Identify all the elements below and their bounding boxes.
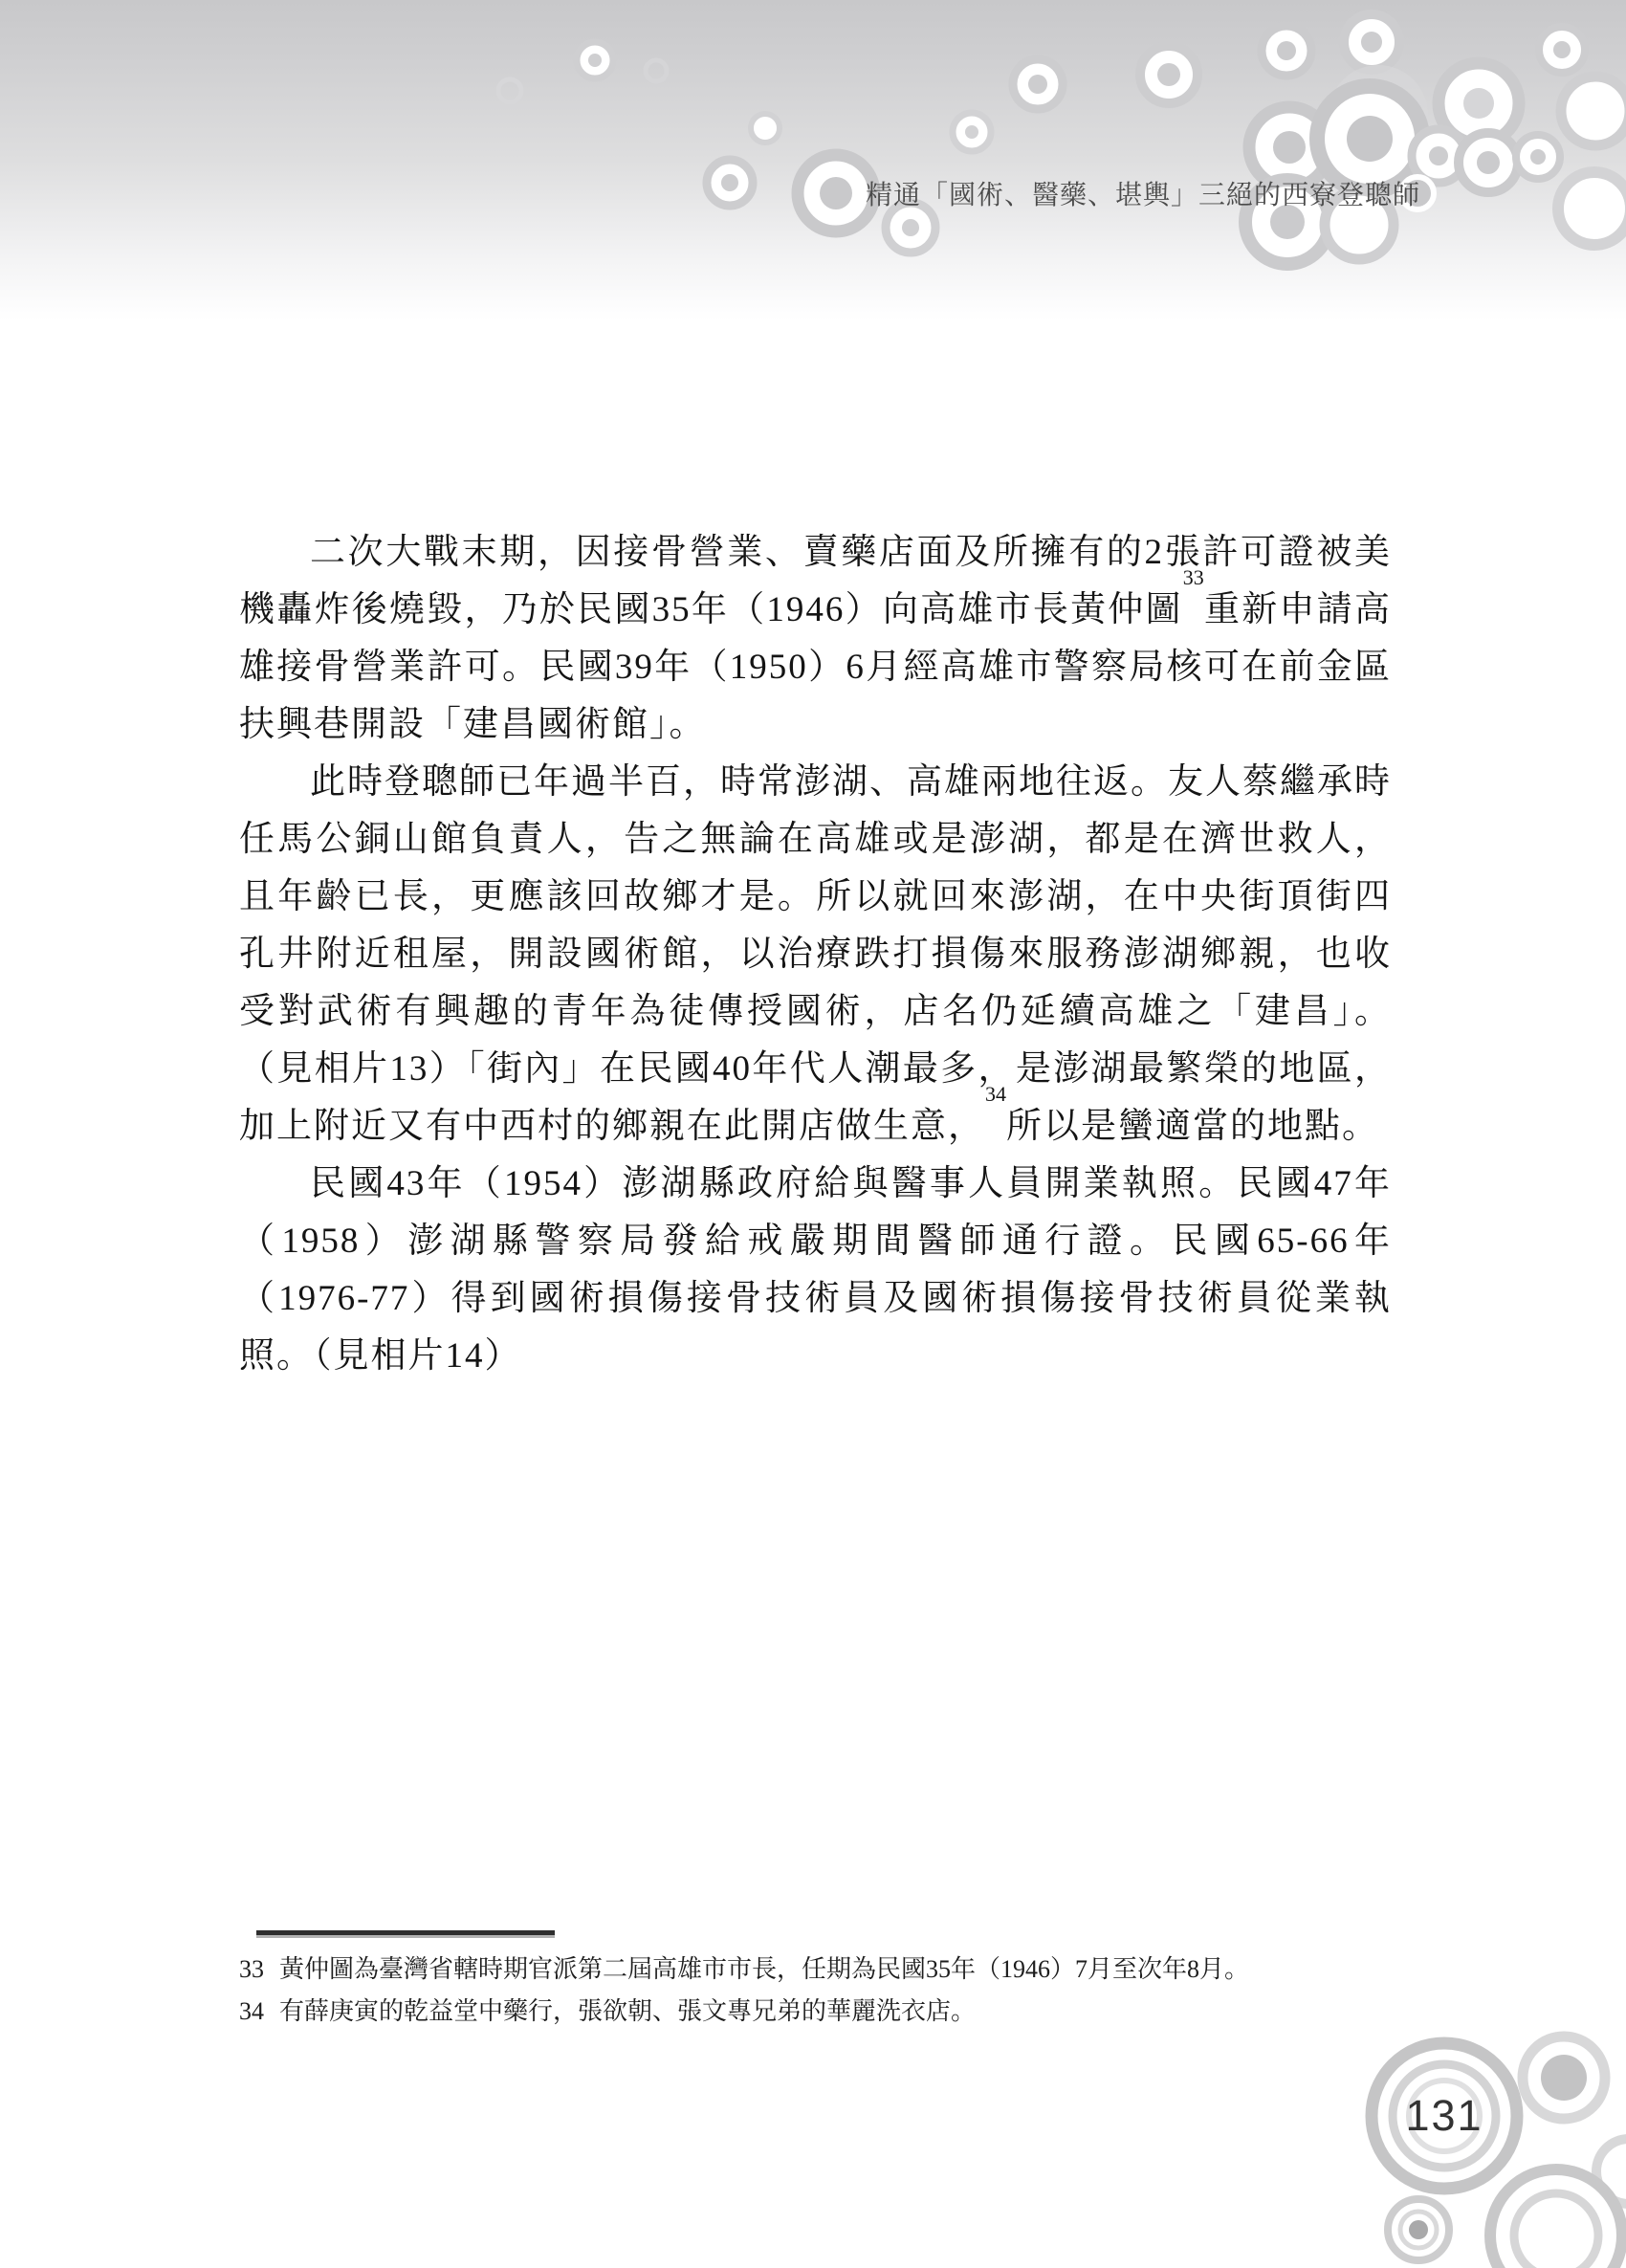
footnote-number: 33 <box>239 1955 264 1983</box>
footnotes-section <box>239 1930 1392 2033</box>
page-header-title: 精通「國術、醫藥、堪輿」三絕的西寮登聰師 <box>865 180 1420 209</box>
decorative-circles-top <box>0 0 1626 325</box>
footnote-item <box>239 1949 1392 1991</box>
paragraph: 民國43年（1954）澎湖縣政府給與醫事人員開業執照。民國47年（1958）澎湖縣警察局發給戒嚴期間醫師通行證。民國65-66年（1976-77）得到國術損傷接骨技術員及國術損傷接骨技術員從業執照。（見相片14） <box>239 1164 1392 1376</box>
footnote-list <box>239 1949 1392 2033</box>
footnote-ref: 34 <box>985 1082 1006 1106</box>
footnote-ref: 33 <box>1182 565 1204 589</box>
footnote-text: 有薛庚寅的乾益堂中藥行，張欲朝、張文專兄弟的華麗洗衣店。 <box>279 1997 977 2025</box>
paragraph: 二次大戰末期，因接骨營業、賣藥店面及所擁有的2張許可證被美機轟炸後燒毀，乃於民國35年（1946）向高雄市長黃仲圖$^{33}$重新申請高雄接骨營業許可。民國39年（1950）6月經高雄市警察局核可在前金區扶興巷開設「建昌國術館」。 <box>239 533 1393 744</box>
footnote-separator <box>256 1930 555 1935</box>
body-text <box>239 524 1392 1385</box>
page-number: 131 <box>1405 2091 1483 2140</box>
footnote-text: 黃仲圖為臺灣省轄時期官派第二屆高雄市市長，任期為民國35年（1946）7月至次年8月。 <box>279 1955 1250 1983</box>
paragraph: 此時登聰師已年過半百，時常澎湖、高雄兩地往返。友人蔡繼承時任馬公銅山館負責人，告之無論在高雄或是澎湖，都是在濟世救人，且年齡已長，更應該回故鄉才是。所以就回來澎湖，在中央街頂街四孔井附近租屋，開設國術館，以治療跌打損傷來服務澎湖鄉親，也收受對武術有興趣的青年為徒傳授國術，店名仍延續高雄之「建昌」。（見相片13）「街內」在民國40年代人潮最多，是澎湖最繁榮的地區，加上附近又有中西村的鄉親在此開店做生意，$^{34}$所以是蠻適當的地點。 <box>239 762 1392 1146</box>
footnote-item <box>239 1991 1392 2033</box>
footnote-number: 34 <box>239 1997 264 2025</box>
